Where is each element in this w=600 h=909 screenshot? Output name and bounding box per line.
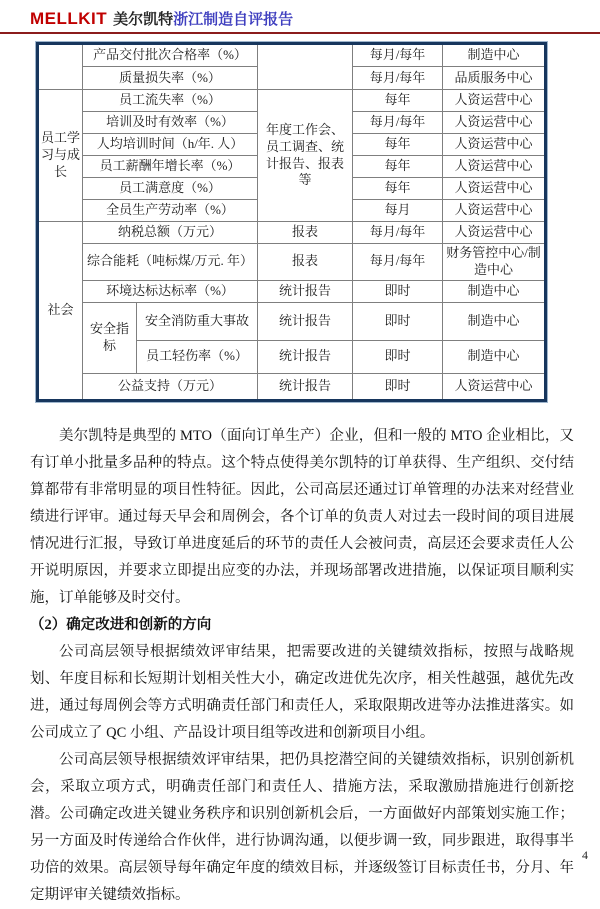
body-text (30, 423, 574, 909)
cell-indicator: 安全消防重大事故 (137, 302, 258, 340)
cell-frequency: 每年 (353, 156, 443, 178)
kpi-table (36, 42, 547, 402)
cell-indicator: 公益支持（万元） (83, 373, 258, 400)
cell-indicator: 员工薪酬年增长率（%） (83, 156, 258, 178)
page-header (0, 0, 600, 34)
cell-indicator: 全员生产劳动率（%） (83, 200, 258, 222)
cell-frequency: 每年 (353, 178, 443, 200)
cell-frequency: 每年 (353, 90, 443, 112)
table-row (38, 302, 546, 340)
cell-owner: 人资运营中心 (443, 134, 546, 156)
cell-subgroup: 安全指标 (83, 302, 137, 373)
cell-indicator: 质量损失率（%） (83, 67, 258, 90)
cell-frequency: 即时 (353, 373, 443, 400)
cell-indicator: 员工流失率（%） (83, 90, 258, 112)
cell-owner: 制造中心 (443, 44, 546, 67)
cell-owner: 财务管控中心/制造中心 (443, 244, 546, 281)
cell-frequency: 每年 (353, 134, 443, 156)
cell-owner: 人资运营中心 (443, 178, 546, 200)
cell-owner: 制造中心 (443, 340, 546, 373)
cell-indicator: 员工轻伤率（%） (137, 340, 258, 373)
page-number: 4 (582, 848, 588, 862)
cell-frequency: 每月/每年 (353, 222, 443, 244)
cell-method: 报表 (258, 222, 353, 244)
cell-frequency: 每月/每年 (353, 67, 443, 90)
cell-method: 统计报告 (258, 302, 353, 340)
table-row (38, 90, 546, 112)
cell-owner: 人资运营中心 (443, 222, 546, 244)
cell-indicator: 培训及时有效率（%） (83, 112, 258, 134)
cell-owner: 人资运营中心 (443, 112, 546, 134)
cell-owner: 人资运营中心 (443, 200, 546, 222)
cell-indicator: 员工满意度（%） (83, 178, 258, 200)
section-heading-improvement: （2）确定改进和创新的方向 (30, 616, 212, 633)
paragraph-order-review: 美尔凯特是典型的 MTO（面向订单生产）企业，但和一般的 MTO 企业相比，又有订单小批量多品种的特点。这个特点使得美尔凯特的订单获得、生产组织、交付结算都带有非常明显的项目性特征。因此，公司高层还通过订单管理的办法来对经营业绩进行评审。通过每天早会和周例会，各个订单的负责人对过去一段时间的项目进展情况进行汇报，导致订单进度延后的环节的责任人会被问责，高层还会要求责任人公开说明原因，并要求立即提出应变的办法，并现场部署改进措施，以保证项目顺利实施，订单能够及时交付。 (30, 427, 574, 606)
table-row (38, 244, 546, 281)
cell-method: 统计报告 (258, 373, 353, 400)
cell-frequency: 即时 (353, 340, 443, 373)
brand-logo-text: MELLKIT (30, 9, 108, 28)
cell-indicator: 人均培训时间（h/年. 人） (83, 134, 258, 156)
cell-frequency: 每月 (353, 200, 443, 222)
cell-indicator: 综合能耗（吨标煤/万元. 年） (83, 244, 258, 281)
cell-frequency: 每月/每年 (353, 244, 443, 281)
cell-method: 统计报告 (258, 280, 353, 302)
cell-owner: 人资运营中心 (443, 373, 546, 400)
cell-method (258, 44, 353, 90)
report-title-company: 美尔凯特 (113, 12, 174, 28)
cell-frequency: 每月/每年 (353, 112, 443, 134)
table-row (38, 373, 546, 400)
cell-owner: 制造中心 (443, 302, 546, 340)
table-row (38, 222, 546, 244)
paragraph-improvement-priority: 公司高层领导根据绩效评审结果，把需要改进的关键绩效指标，按照与战略规划、年度目标和长短期计划相关性大小，确定改进优先次序，相关性越强，越优先改进，通过每周例会等方式明确责任部门和责任人，采取限期改进等办法推进落实。如公司成立了 QC 小组、产品设计项目组等改进和创新项目小组。 (30, 643, 574, 741)
table-row (38, 280, 546, 302)
cell-frequency: 每月/每年 (353, 44, 443, 67)
cell-group: 员工学习与成长 (38, 90, 83, 222)
paragraph-innovation-opportunity: 公司高层领导根据绩效评审结果，把仍具挖潜空间的关键绩效指标，识别创新机会，采取立项方式，明确责任部门和责任人、措施方法，采取激励措施进行创新挖潜。公司确定改进关键业务秩序和识别创新机会后，一方面做好内部策划实施工作；另一方面及时传递给合作伙伴，进行协调沟通，以便步调一致，同步跟进，取得事半功倍的效果。高层领导每年确定年度的绩效目标，并逐级签订目标责任书，分月、年定期评审关键绩效指标。 (30, 751, 574, 903)
table-row (38, 44, 546, 67)
cell-method: 统计报告 (258, 340, 353, 373)
cell-owner: 品质服务中心 (443, 67, 546, 90)
cell-group: 社会 (38, 222, 83, 401)
cell-frequency: 即时 (353, 302, 443, 340)
cell-indicator: 产品交付批次合格率（%） (83, 44, 258, 67)
cell-method: 年度工作会、员工调查、统计报告、报表等 (258, 90, 353, 222)
cell-group (38, 44, 83, 90)
cell-owner: 制造中心 (443, 280, 546, 302)
kpi-table-container (36, 42, 600, 402)
cell-indicator: 纳税总额（万元） (83, 222, 258, 244)
cell-method: 报表 (258, 244, 353, 281)
cell-owner: 人资运营中心 (443, 156, 546, 178)
report-title-name: 浙江制造自评报告 (173, 12, 294, 28)
cell-frequency: 即时 (353, 280, 443, 302)
cell-owner: 人资运营中心 (443, 90, 546, 112)
cell-indicator: 环境达标达标率（%） (83, 280, 258, 302)
